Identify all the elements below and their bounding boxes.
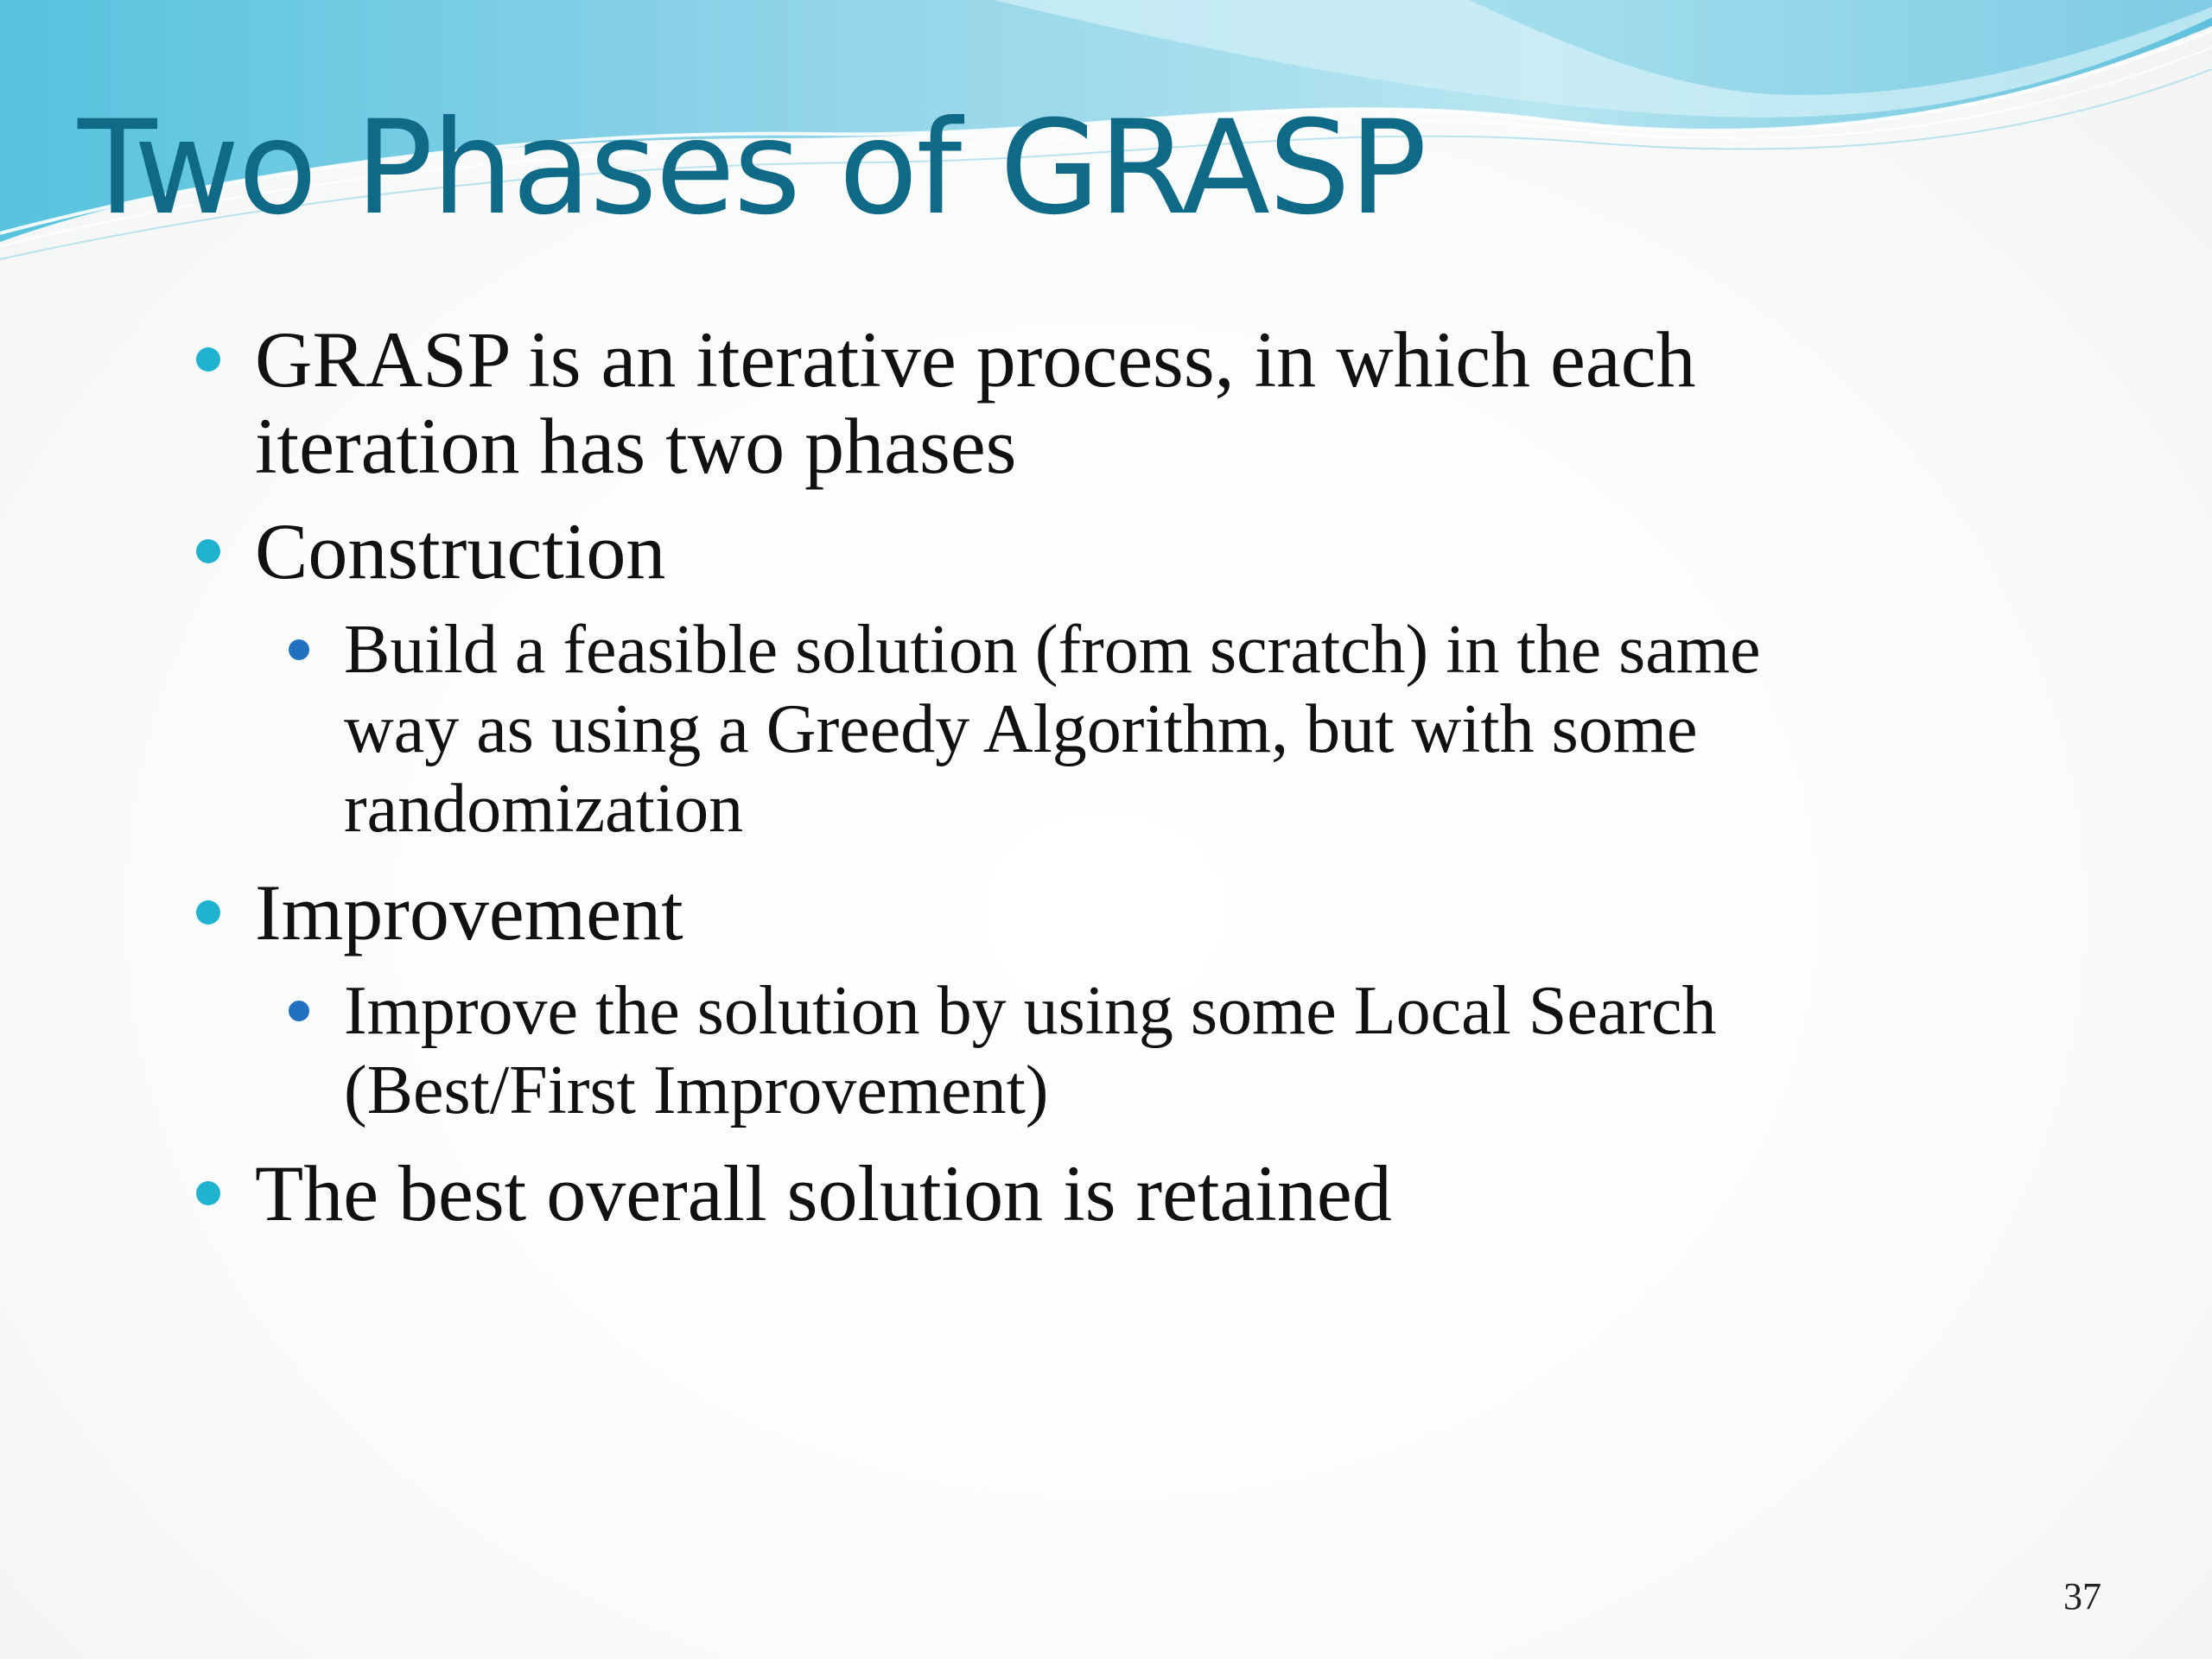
sub-bullet-dot-icon — [289, 639, 309, 660]
bullet-dot-icon — [196, 1181, 220, 1205]
slide-number: 37 — [2063, 1575, 2101, 1618]
bullet-text-line: (Best/First Improvement) — [344, 1052, 1049, 1128]
bullet-text-line: The best overall solution is retained — [255, 1149, 1392, 1237]
bullet-dot-icon — [196, 347, 220, 372]
sub-bullet-dot-icon — [289, 1001, 309, 1021]
bullet-text-line: Improve the solution by using some Local Search — [344, 973, 1717, 1049]
bullet-text-line: way as using a Greedy Algorithm, but with some — [344, 691, 1698, 767]
bullet-dot-icon — [196, 539, 220, 563]
bullet-text-line: Construction — [255, 507, 666, 595]
bullet-text-line: Improvement — [255, 868, 683, 957]
bullet-text-line: GRASP is an iterative process, in which each — [255, 315, 1696, 404]
slide-title: Two Phases of GRASP — [78, 93, 1426, 244]
bullet-text-line: Build a feasible solution (from scratch) in the same — [344, 612, 1761, 688]
bullet-text-line: iteration has two phases — [255, 402, 1017, 490]
bullet-dot-icon — [196, 900, 220, 925]
bullet-text-line: randomization — [344, 771, 744, 847]
